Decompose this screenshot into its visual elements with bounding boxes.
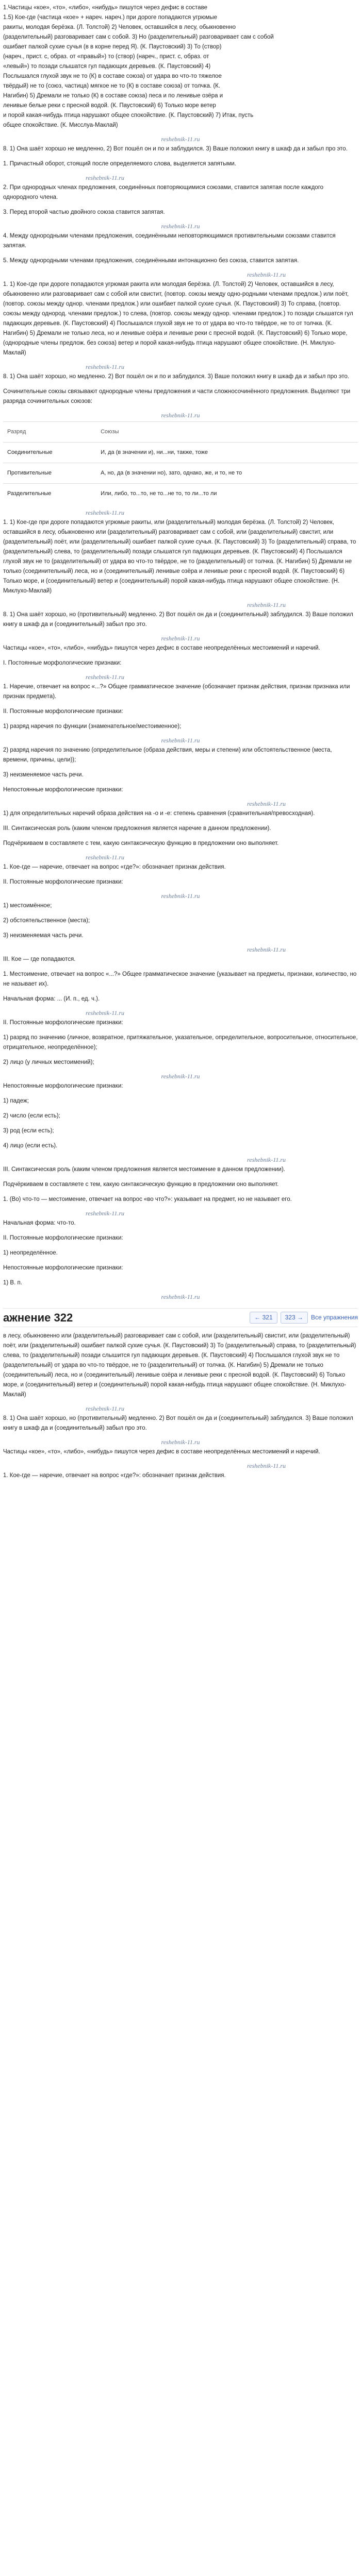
- answer-paragraph: 8. 1) Она шаёт хорошо, но медленно. 2) Вот пошёл он и по и заблудился. 3) Ваше положил книгу в шкаф да и забыл про это.: [3, 374, 350, 380]
- analysis-line: 1) для определительных наречий образа действия на -о и -е: степень сравнения (сравнительная/превосходная).: [3, 810, 315, 817]
- all-exercises-link[interactable]: Все упражнения: [310, 1314, 358, 1321]
- intro-line: 1.5) Кое-где (частица «кое» + нареч. нареч.) при дороге попадаются угрюмые: [3, 14, 218, 21]
- table-header-row: [3, 422, 358, 443]
- analysis-line: II. Постоянные морфологические признаки:: [3, 708, 123, 715]
- analysis-line: Непостоянные морфологические признаки:: [3, 1265, 123, 1271]
- analysis-line: 1) неопределённое.: [3, 1250, 58, 1256]
- watermark: reshebnik-11.ru: [161, 737, 200, 744]
- rule-item: 3. Перед второй частью двойного союза ставится запятая.: [3, 209, 165, 215]
- analysis-line: 1) разряд наречия по функции (знаменательное/местоименное);: [3, 723, 182, 730]
- intro-line: 1.Частицы «кое», «то», «либо», «нибудь» пишутся через дефис в составе: [3, 5, 207, 11]
- analysis-line: Подчёркиваем в составляете с тем, какую синтаксическую функцию в предложении оно выполняет.: [3, 840, 279, 846]
- analysis-line: III. Кое — где попадаются.: [3, 956, 76, 962]
- watermark: reshebnik-11.ru: [247, 1156, 286, 1163]
- intro-line: Послышался глухой звук не то (К) в составе союза) от удара во что-то тяжелое: [3, 73, 222, 79]
- analysis-line: III. Синтаксическая роль (каким членом предложения является местоимение в данном предложении).: [3, 1166, 285, 1173]
- prev-exercise-button[interactable]: ← 321: [250, 1312, 277, 1324]
- answer-paragraph: 8. 1) Она шаёт хорошо, но (противительный) медленно. 2) Вот пошёл он да и (соединительный) заблудился. 3) Ваше положил книгу в шкаф да и (соединительный) забыл про это.: [3, 612, 353, 628]
- watermark: reshebnik-11.ru: [161, 412, 200, 419]
- analysis-line: 3) неизменяемое часть речи.: [3, 772, 84, 778]
- watermark: reshebnik-11.ru: [86, 363, 124, 370]
- analysis-line: Подчёркиваем в составляете с тем, какую синтаксическую функцию в предложении оно выполняет.: [3, 1181, 279, 1188]
- analysis-line: 2) число (если есть);: [3, 1113, 60, 1119]
- table-cell: Разделительные: [3, 484, 96, 504]
- analysis-block: [3, 643, 358, 1301]
- rule-item: 8. 1) Она шаёт хорошо не медленно, 2) Вот пошёл он и по и заблудился. 3) Ваше положил книгу в шкаф да и забыл про это.: [3, 146, 348, 152]
- table-row: [3, 463, 358, 484]
- analysis-line: 1) разряд по значению (личное, возвратное, притяжательное, указательное, определительное, вопросительное, относительное, отрицательное, неопределённое);: [3, 1035, 358, 1050]
- analysis-line: 1) местоимённое;: [3, 903, 52, 909]
- analysis-line: Непостоянные морфологические признаки:: [3, 787, 123, 793]
- table-cell: Или, либо, то...то, не то...не то, то ли...то ли: [96, 484, 358, 504]
- analysis-line: II. Постоянные морфологические признаки:: [3, 879, 123, 885]
- conjunction-intro: Сочинительные союзы связывают однородные члены предложения и части сложносочинённого предложения. Выделяют три разряда сочинительных союзов:: [3, 388, 351, 404]
- exercise-pager: [250, 1312, 358, 1324]
- answer-paragraph: Частицы «кое», «то», «либо», «нибудь» пишутся через дефис в составе неопределённых местоимений и наречий.: [3, 1449, 320, 1455]
- watermark: reshebnik-11.ru: [161, 135, 200, 143]
- watermark: reshebnik-11.ru: [247, 601, 286, 608]
- analysis-line: Начальная форма: что-то.: [3, 1220, 76, 1226]
- table-cell: И, да (в значении и), ни...ни, также, тоже: [96, 443, 358, 463]
- analysis-line: 1. Местоимение, отвечает на вопрос «...?» Общее грамматическое значение (указывает на предметы, признаки, количество, но не называет их).: [3, 971, 357, 987]
- analysis-line: 3) неизменяемая часть речи.: [3, 933, 84, 939]
- intro-line: «левый») то позади слышатся гул падающих деревьев. (К. Паустовский) 4): [3, 63, 211, 70]
- analysis-line: 1. Наречие, отвечает на вопрос «...?» Общее грамматическое значение (обозначает признак действия, признак признака или признак предмета).: [3, 684, 350, 700]
- rule-item: 2. При однородных членах предложения, соединённых повторяющимися союзами, ставится запятая после каждого однородного члена.: [3, 184, 324, 200]
- watermark: reshebnik-11.ru: [86, 854, 124, 861]
- intro-line: (нареч., прист. с, образ. от «правый») то (створ) (нареч., прист. с, образ. от: [3, 54, 209, 60]
- watermark: reshebnik-11.ru: [86, 1009, 124, 1016]
- analysis-line: III. Синтаксическая роль (каким членом предложения является наречие в данном предложении).: [3, 825, 271, 832]
- analysis-line: Непостоянные морфологические признаки:: [3, 1083, 123, 1089]
- intro-block: [3, 3, 358, 130]
- watermark: reshebnik-11.ru: [161, 1073, 200, 1080]
- watermark: reshebnik-11.ru: [161, 223, 200, 230]
- analysis-line: 4) лицо (если есть).: [3, 1143, 58, 1149]
- analysis-line: 3) род (если есть);: [3, 1128, 54, 1134]
- analysis-line: 2) разряд наречия по значению (определительное (образа действия, меры и степени) или обстоятельственное (места, времени, причины, цели));: [3, 747, 332, 763]
- analysis-line: 1) падеж;: [3, 1098, 29, 1104]
- watermark: reshebnik-11.ru: [86, 1405, 124, 1412]
- rule-item: 1. Причастный оборот, стоящий после определяемого слова, выделяется запятыми.: [3, 161, 236, 167]
- intro-line: твёрдый) не то (союз, частица) мягкое не то (К) в составе союза) от толчка. (К.: [3, 83, 221, 89]
- table-header: Союзы: [96, 422, 358, 443]
- analysis-line: 1. Кое-где — наречие, отвечает на вопрос «где?»: обозначает признак действия.: [3, 864, 226, 870]
- watermark: reshebnik-11.ru: [86, 673, 124, 681]
- watermark: reshebnik-11.ru: [161, 635, 200, 642]
- table-cell: Противительные: [3, 463, 96, 484]
- analysis-line: 1. (Во) что-то — местоимение, отвечает на вопрос «во что?»: указывает на предмет, но не называет его.: [3, 1196, 292, 1202]
- conjunction-table: [3, 421, 358, 504]
- bottom-answer-block: [3, 1331, 358, 1481]
- watermark: reshebnik-11.ru: [86, 509, 124, 516]
- exercise-title: ажнение 322: [3, 1311, 73, 1324]
- answer-paragraph: 8. 1) Она шаёт хорошо, но (противительный) медленно. 2) Вот пошёл он да и (соединительный) заблудился. 3) Ваше положил книгу в шкаф да и (соединительный) забыл про это.: [3, 1415, 353, 1431]
- watermark: reshebnik-11.ru: [247, 946, 286, 953]
- table-cell: А, но, да (в значении но), зато, однако, же, и то, не то: [96, 463, 358, 484]
- table-header: Разряд: [3, 422, 96, 443]
- analysis-line: II. Постоянные морфологические признаки:: [3, 1235, 123, 1241]
- intro-line: ошибает палкой сухие сучья (в в корне перед Я). (К. Паустовский) 3) То (створ): [3, 44, 222, 50]
- answer-paragraph: 1. Кое-где — наречие, отвечает на вопрос «где?»: обозначает признак действия.: [3, 1472, 226, 1479]
- analysis-line: 1) В. п.: [3, 1280, 22, 1286]
- table-cell: Соединительные: [3, 443, 96, 463]
- intro-line: Нагибин) 5) Дремали не только (К) в составе союза) песа и по ленивые озёра и: [3, 93, 223, 99]
- watermark: reshebnik-11.ru: [161, 1293, 200, 1300]
- intro-line: (разделительный) разговаривает сам с собой. 3) Но (разделительный) разговаривает сам с собой: [3, 34, 274, 40]
- analysis-line: I. Постоянные морфологические признаки:: [3, 660, 122, 666]
- intro-line: и порой какая-нибудь птица нарушают общее спокойствие. (К. Паустовский) 7) Итак, пусть: [3, 112, 254, 118]
- watermark: reshebnik-11.ru: [161, 1438, 200, 1446]
- intro-line: ракиты, молодая берёзка. (Л. Толстой) 2) Человек, оставшийся в лесу, обыкновенно: [3, 24, 236, 30]
- watermark: reshebnik-11.ru: [247, 800, 286, 807]
- rule-item: 5. Между однородными членами предложения, соединёнными интонационно без союза, ставится запятая.: [3, 258, 299, 264]
- watermark: reshebnik-11.ru: [247, 1462, 286, 1469]
- exercise-navigation: [3, 1308, 358, 1327]
- analysis-line: Начальная форма: ... (И. п., ед. ч.).: [3, 996, 100, 1002]
- table-row: [3, 443, 358, 463]
- watermark: reshebnik-11.ru: [86, 174, 124, 181]
- watermark: reshebnik-11.ru: [86, 1210, 124, 1217]
- analysis-line: 2) обстоятельственное (места);: [3, 918, 90, 924]
- answer-paragraph: в лесу, обыкновенно или (разделительный) разговаривает сам с собой, или (разделительный) свистит, или (разделительный) поёт, или (разделительный) ошибает палкой сухие сучья. (К. Паустовский) 3) То (разделительный) справа, то (разделительный) слева, то (разделительный) позади слышится гул падающих деревьев. (К. Паустовский) 4) Послышался глухой звук не то (разделительный) от удара во что-то твёрдое, не то (разделительный) от толчка. (К. Нагибин) 5) Дремали не только (соединительный) леса, но и (соединительный) ленивые озёра и ленивые реки с пресной водой. (К. Паустовский) 6) Только море, и (соединительный) ветер и (соединительный) порой какая-нибудь птица нарушают общее спокойствие. (Н. Миклухо-Маклай): [3, 1333, 356, 1398]
- rule-item: 4. Между однородными членами предложения, соединёнными неповторяющимися противительными союзами ставится запятая.: [3, 233, 336, 249]
- table-row: [3, 484, 358, 504]
- analysis-line: 2) лицо (у личных местоимений);: [3, 1059, 94, 1065]
- answer-paragraph: 1. 1) Кое-где при дороге попадаются угрюмая ракита или молодая берёзка. (Л. Толстой) 2) Человек, оставшийся в лесу, обыкновенно или разговаривает сам с собой или свистит, (повтор. союзы между одно-родными членами предлож.) или поёт, (повтор. союзы между однор. членами предлож.) или ошибает палкой сухие сучья. (К. Паустовский) 3) То справа, (повтор. союзы между однород. членами предлож.) то слева, (повтор. союзы между однор. членами предлож.) то позади слышатся гул падающих деревьев. (К. Паустовский) 4) Послышался глухой звук не то от удара во что-то твёрдое, не то от толчка. (К. Нагибин) 5) Дремали не только леса, но и ленивые озёра и ленивые реки с пресной водой. (К. Паустовский) 6) Только море, (однородные члены предлож. без союза) ветер и порой какая-нибудь птица нарушают общее спокойствие. (Н. Миклухо-Маклай): [3, 281, 353, 356]
- intro-line: общее спокойствие. (К. Мисслуа-Маклай): [3, 122, 118, 128]
- analysis-line: Частицы «кое», «то», «либо», «нибудь» пишутся через дефис в составе неопределённых местоимений и наречий.: [3, 645, 320, 651]
- answer-paragraph: 1. 1) Кое-где при дороге попадаются угрюмые ракиты, или (разделительный) молодая берёзка. (Л. Толстой) 2) Человек, оставшийся в лесу, обыкновенно или (разделительный) разговаривает сам с собой, или (разделительный) свистит, или (разделительный) поёт, или (разделительный) ошибает палкой сухие сучья. (К. Паустовский) 3) То (разделительный) справа, то (разделительный) слева, то (разделительный) позади слышатся гул падающих деревьев. (К. Паустовский) 4) Послышался глухой звук не то (разделительный) от удара во что-то твёрдое, не то (разделительный) от толчка. (К. Нагибин) 5) Дремали не только (соединительный) леса, но и (соединительный) ленивые озёра и ленивые реки с пресной водой. (К. Паустовский) 6) Только море, и (соединительный) ветер и (соединительный) порой какая-нибудь птица нарушают общее спокойствие. (Н. Миклухо-Маклай): [3, 519, 356, 594]
- intro-line: ленивые белые реки с пресной водой. (К. Паустовский) 6) Только море ветер: [3, 103, 216, 109]
- watermark: reshebnik-11.ru: [161, 892, 200, 900]
- next-exercise-button[interactable]: 323 →: [281, 1312, 308, 1324]
- analysis-line: II. Постоянные морфологические признаки:: [3, 1020, 123, 1026]
- watermark: reshebnik-11.ru: [247, 271, 286, 278]
